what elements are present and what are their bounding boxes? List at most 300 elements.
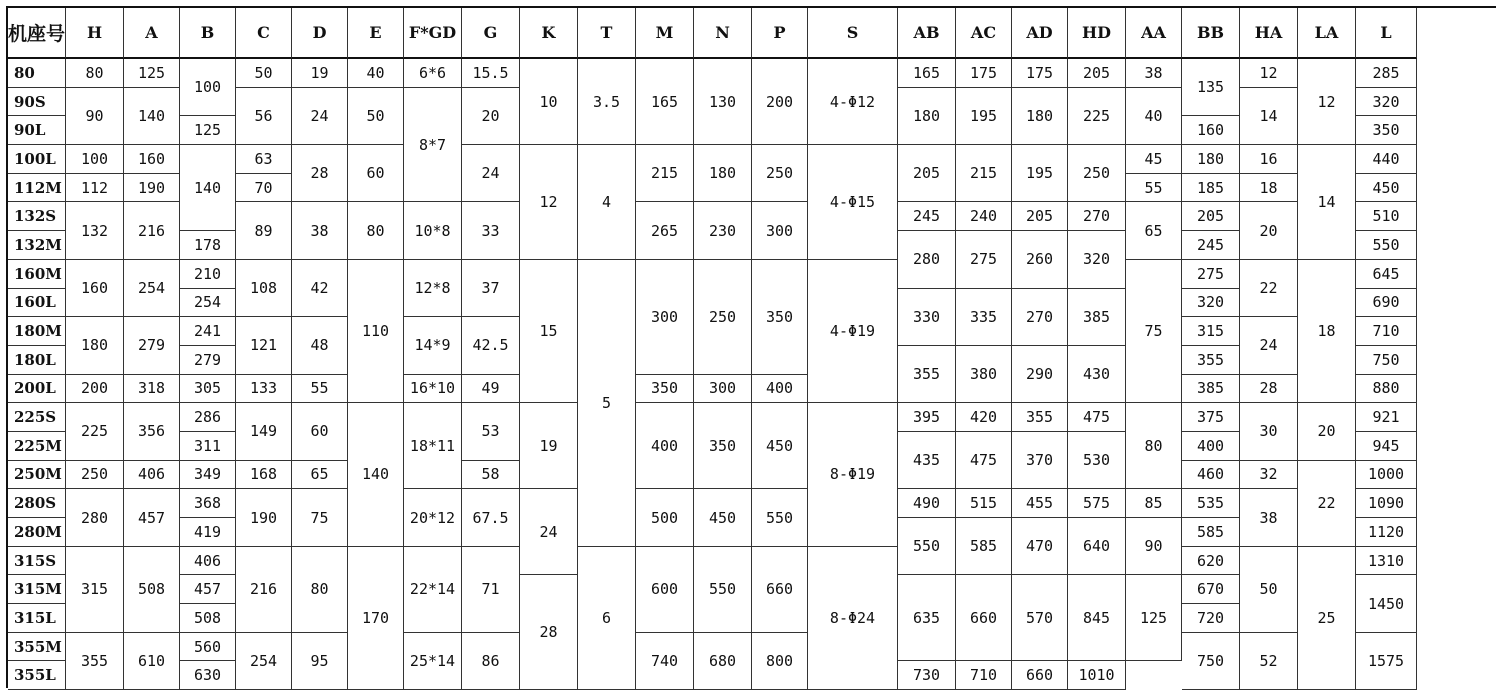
value-cell: 12*8 (404, 260, 462, 317)
value-cell: 4-Φ15 (808, 145, 898, 260)
value-cell: 254 (124, 260, 180, 317)
value-cell: 18 (1298, 260, 1356, 403)
value-cell: 300 (752, 202, 808, 259)
value-cell: 300 (636, 260, 694, 375)
value-cell: 10*8 (404, 202, 462, 259)
value-cell: 45 (1126, 145, 1182, 174)
value-cell: 660 (956, 575, 1012, 661)
value-cell: 475 (1068, 403, 1126, 432)
frame-size-cell: 355M (8, 633, 66, 662)
value-cell: 845 (1068, 575, 1126, 661)
value-cell: 180 (66, 317, 124, 374)
value-cell: 710 (956, 661, 1012, 690)
value-cell: 515 (956, 489, 1012, 518)
header-cell: LA (1298, 8, 1356, 59)
value-cell: 740 (636, 633, 694, 690)
value-cell: 12 (1298, 59, 1356, 145)
value-cell: 165 (898, 59, 956, 88)
value-cell: 160 (1182, 116, 1240, 145)
frame-size-cell: 160L (8, 289, 66, 318)
value-cell: 3.5 (578, 59, 636, 145)
value-cell: 1310 (1356, 547, 1417, 576)
frame-size-cell: 225M (8, 432, 66, 461)
value-cell: 49 (462, 375, 520, 404)
value-cell: 450 (752, 403, 808, 489)
value-cell: 400 (1182, 432, 1240, 461)
value-cell: 15 (520, 260, 578, 403)
value-cell: 419 (180, 518, 236, 547)
value-cell: 20 (1240, 202, 1298, 259)
value-cell: 349 (180, 461, 236, 490)
value-cell: 71 (462, 547, 520, 633)
value-cell: 200 (66, 375, 124, 404)
value-cell: 14 (1240, 88, 1298, 145)
value-cell: 100 (180, 59, 236, 116)
value-cell: 55 (1126, 174, 1182, 203)
value-cell: 180 (898, 88, 956, 145)
frame-size-cell: 280M (8, 518, 66, 547)
value-cell: 38 (1240, 489, 1298, 546)
value-cell: 318 (124, 375, 180, 404)
value-cell: 457 (180, 575, 236, 604)
value-cell: 28 (520, 575, 578, 690)
value-cell: 490 (898, 489, 956, 518)
value-cell: 14 (1298, 145, 1356, 260)
frame-size-cell: 315M (8, 575, 66, 604)
value-cell: 38 (292, 202, 348, 259)
value-cell: 225 (66, 403, 124, 460)
value-cell: 112 (66, 174, 124, 203)
value-cell: 455 (1012, 489, 1068, 518)
value-cell: 175 (956, 59, 1012, 88)
value-cell: 15.5 (462, 59, 520, 88)
value-cell: 6*6 (404, 59, 462, 88)
value-cell: 42.5 (462, 317, 520, 374)
value-cell: 585 (956, 518, 1012, 575)
value-cell: 356 (124, 403, 180, 460)
frame-size-cell: 315S (8, 547, 66, 576)
value-cell: 215 (956, 145, 1012, 202)
value-cell: 170 (348, 547, 404, 690)
value-cell: 4-Φ19 (808, 260, 898, 403)
header-cell: AD (1012, 8, 1068, 59)
value-cell: 12 (1240, 59, 1298, 88)
header-cell: N (694, 8, 752, 59)
value-cell: 135 (1182, 59, 1240, 116)
frame-size-cell: 180M (8, 317, 66, 346)
value-cell: 22*14 (404, 547, 462, 633)
value-cell: 180 (694, 145, 752, 202)
value-cell: 6 (578, 547, 636, 690)
value-cell: 53 (462, 403, 520, 460)
value-cell: 290 (1012, 346, 1068, 403)
value-cell: 265 (636, 202, 694, 259)
value-cell: 180 (1012, 88, 1068, 145)
value-cell: 28 (1240, 375, 1298, 404)
value-cell: 10 (520, 59, 578, 145)
value-cell: 24 (462, 145, 520, 202)
value-cell: 30 (1240, 403, 1298, 460)
value-cell: 24 (292, 88, 348, 145)
value-cell: 16 (1240, 145, 1298, 174)
value-cell: 355 (1182, 346, 1240, 375)
header-cell: HD (1068, 8, 1126, 59)
value-cell: 14*9 (404, 317, 462, 374)
value-cell: 457 (124, 489, 180, 546)
value-cell: 400 (636, 403, 694, 489)
frame-size-cell: 112M (8, 174, 66, 203)
value-cell: 63 (236, 145, 292, 174)
value-cell: 260 (1012, 231, 1068, 288)
value-cell: 508 (124, 547, 180, 633)
value-cell: 275 (956, 231, 1012, 288)
value-cell: 58 (462, 461, 520, 490)
value-cell: 750 (1356, 346, 1417, 375)
value-cell: 90 (1126, 518, 1182, 575)
value-cell: 254 (180, 289, 236, 318)
value-cell: 40 (1126, 88, 1182, 145)
frame-size-cell: 200L (8, 375, 66, 404)
value-cell: 945 (1356, 432, 1417, 461)
header-cell: C (236, 8, 292, 59)
value-cell: 645 (1356, 260, 1417, 289)
header-cell: K (520, 8, 578, 59)
value-cell: 406 (124, 461, 180, 490)
value-cell: 550 (898, 518, 956, 575)
value-cell: 37 (462, 260, 520, 317)
header-cell: AC (956, 8, 1012, 59)
value-cell: 70 (236, 174, 292, 203)
value-cell: 385 (1068, 289, 1126, 346)
header-cell: 机座号 (8, 8, 66, 59)
header-cell: M (636, 8, 694, 59)
value-cell: 125 (124, 59, 180, 88)
value-cell: 215 (636, 145, 694, 202)
value-cell: 690 (1356, 289, 1417, 318)
value-cell: 230 (694, 202, 752, 259)
value-cell: 1000 (1356, 461, 1417, 490)
value-cell: 56 (236, 88, 292, 145)
value-cell: 165 (636, 59, 694, 145)
value-cell: 475 (956, 432, 1012, 489)
value-cell: 254 (236, 633, 292, 690)
header-cell: B (180, 8, 236, 59)
value-cell: 80 (348, 202, 404, 259)
value-cell: 680 (694, 633, 752, 690)
value-cell: 210 (180, 260, 236, 289)
value-cell: 25 (1298, 547, 1356, 690)
value-cell: 160 (66, 260, 124, 317)
value-cell: 400 (752, 375, 808, 404)
value-cell: 355 (1012, 403, 1068, 432)
value-cell: 86 (462, 633, 520, 690)
frame-size-cell: 180L (8, 346, 66, 375)
value-cell: 550 (1356, 231, 1417, 260)
header-cell: T (578, 8, 636, 59)
value-cell: 585 (1182, 518, 1240, 547)
value-cell: 32 (1240, 461, 1298, 490)
value-cell: 20 (1298, 403, 1356, 460)
header-cell: G (462, 8, 520, 59)
value-cell: 18 (1240, 174, 1298, 203)
value-cell: 89 (236, 202, 292, 259)
header-cell: HA (1240, 8, 1298, 59)
value-cell: 50 (236, 59, 292, 88)
value-cell: 1120 (1356, 518, 1417, 547)
value-cell: 19 (292, 59, 348, 88)
value-cell: 245 (898, 202, 956, 231)
value-cell: 430 (1068, 346, 1126, 403)
value-cell: 350 (694, 403, 752, 489)
value-cell: 52 (1240, 633, 1298, 690)
value-cell: 80 (292, 547, 348, 633)
value-cell: 300 (694, 375, 752, 404)
value-cell: 395 (898, 403, 956, 432)
frame-size-cell: 132S (8, 202, 66, 231)
dimension-table (6, 6, 1496, 688)
value-cell: 175 (1012, 59, 1068, 88)
value-cell: 185 (1182, 174, 1240, 203)
value-cell: 286 (180, 403, 236, 432)
frame-size-cell: 132M (8, 231, 66, 260)
value-cell: 500 (636, 489, 694, 546)
header-cell: AA (1126, 8, 1182, 59)
value-cell: 38 (1126, 59, 1182, 88)
value-cell: 279 (180, 346, 236, 375)
value-cell: 75 (292, 489, 348, 546)
value-cell: 125 (1126, 575, 1182, 661)
value-cell: 640 (1068, 518, 1126, 575)
value-cell: 320 (1356, 88, 1417, 117)
value-cell: 508 (180, 604, 236, 633)
value-cell: 216 (236, 547, 292, 633)
value-cell: 440 (1356, 145, 1417, 174)
value-cell: 370 (1012, 432, 1068, 489)
value-cell: 205 (898, 145, 956, 202)
value-cell: 205 (1068, 59, 1126, 88)
value-cell: 570 (1012, 575, 1068, 661)
frame-size-cell: 315L (8, 604, 66, 633)
header-cell: E (348, 8, 404, 59)
value-cell: 250 (66, 461, 124, 490)
value-cell: 600 (636, 547, 694, 633)
value-cell: 160 (124, 145, 180, 174)
value-cell: 149 (236, 403, 292, 460)
value-cell: 355 (898, 346, 956, 403)
value-cell: 110 (348, 260, 404, 403)
value-cell: 460 (1182, 461, 1240, 490)
value-cell: 60 (292, 403, 348, 460)
value-cell: 65 (292, 461, 348, 490)
value-cell: 40 (348, 59, 404, 88)
value-cell: 25*14 (404, 633, 462, 690)
value-cell: 18*11 (404, 403, 462, 489)
value-cell: 8-Φ19 (808, 403, 898, 546)
value-cell: 140 (180, 145, 236, 231)
value-cell: 720 (1182, 604, 1240, 633)
value-cell: 140 (124, 88, 180, 145)
value-cell: 180 (1182, 145, 1240, 174)
value-cell: 1450 (1356, 575, 1417, 632)
value-cell: 350 (636, 375, 694, 404)
value-cell: 635 (898, 575, 956, 661)
value-cell: 311 (180, 432, 236, 461)
value-cell: 60 (348, 145, 404, 202)
frame-size-cell: 250M (8, 461, 66, 490)
value-cell: 320 (1182, 289, 1240, 318)
value-cell: 67.5 (462, 489, 520, 546)
value-cell: 550 (752, 489, 808, 546)
value-cell: 921 (1356, 403, 1417, 432)
value-cell: 330 (898, 289, 956, 346)
value-cell: 85 (1126, 489, 1182, 518)
value-cell: 315 (1182, 317, 1240, 346)
header-cell: S (808, 8, 898, 59)
value-cell: 420 (956, 403, 1012, 432)
value-cell: 28 (292, 145, 348, 202)
frame-size-cell: 280S (8, 489, 66, 518)
value-cell: 320 (1068, 231, 1126, 288)
value-cell: 250 (752, 145, 808, 202)
value-cell: 355 (66, 633, 124, 690)
value-cell: 575 (1068, 489, 1126, 518)
value-cell: 406 (180, 547, 236, 576)
header-cell: F*GD (404, 8, 462, 59)
value-cell: 90 (66, 88, 124, 145)
value-cell: 670 (1182, 575, 1240, 604)
value-cell: 315 (66, 547, 124, 633)
value-cell: 200 (752, 59, 808, 145)
value-cell: 133 (236, 375, 292, 404)
value-cell: 8*7 (404, 88, 462, 203)
value-cell: 20 (462, 88, 520, 145)
value-cell: 510 (1356, 202, 1417, 231)
value-cell: 1010 (1068, 661, 1126, 690)
value-cell: 880 (1356, 375, 1417, 404)
value-cell: 33 (462, 202, 520, 259)
value-cell: 20*12 (404, 489, 462, 546)
value-cell: 285 (1356, 59, 1417, 88)
value-cell: 178 (180, 231, 236, 260)
frame-size-cell: 355L (8, 661, 66, 690)
value-cell: 168 (236, 461, 292, 490)
value-cell: 710 (1356, 317, 1417, 346)
value-cell: 279 (124, 317, 180, 374)
value-cell: 130 (694, 59, 752, 145)
value-cell: 435 (898, 432, 956, 489)
value-cell: 368 (180, 489, 236, 518)
value-cell: 50 (1240, 547, 1298, 633)
value-cell: 4-Φ12 (808, 59, 898, 145)
value-cell: 240 (956, 202, 1012, 231)
value-cell: 560 (180, 633, 236, 662)
value-cell: 550 (694, 547, 752, 633)
value-cell: 75 (1126, 260, 1182, 403)
value-cell: 335 (956, 289, 1012, 346)
value-cell: 50 (348, 88, 404, 145)
value-cell: 12 (520, 145, 578, 260)
header-cell: P (752, 8, 808, 59)
value-cell: 730 (898, 661, 956, 690)
header-cell: BB (1182, 8, 1240, 59)
value-cell: 216 (124, 202, 180, 259)
value-cell: 108 (236, 260, 292, 317)
value-cell: 195 (956, 88, 1012, 145)
value-cell: 190 (124, 174, 180, 203)
value-cell: 610 (124, 633, 180, 690)
value-cell: 125 (180, 116, 236, 145)
value-cell: 470 (1012, 518, 1068, 575)
value-cell: 630 (180, 661, 236, 690)
value-cell: 535 (1182, 489, 1240, 518)
value-cell: 250 (694, 260, 752, 375)
value-cell: 19 (520, 403, 578, 489)
value-cell: 121 (236, 317, 292, 374)
value-cell: 132 (66, 202, 124, 259)
value-cell: 275 (1182, 260, 1240, 289)
value-cell: 450 (694, 489, 752, 546)
value-cell: 65 (1126, 202, 1182, 259)
value-cell: 22 (1240, 260, 1298, 317)
value-cell: 750 (1182, 633, 1240, 690)
value-cell: 800 (752, 633, 808, 690)
header-cell: H (66, 8, 124, 59)
value-cell: 280 (898, 231, 956, 288)
frame-size-cell: 100L (8, 145, 66, 174)
header-cell: A (124, 8, 180, 59)
value-cell: 1090 (1356, 489, 1417, 518)
value-cell: 250 (1068, 145, 1126, 202)
frame-size-cell: 160M (8, 260, 66, 289)
value-cell: 24 (1240, 317, 1298, 374)
value-cell: 16*10 (404, 375, 462, 404)
frame-size-cell: 90S (8, 88, 66, 117)
value-cell: 270 (1068, 202, 1126, 231)
frame-size-cell: 90L (8, 116, 66, 145)
value-cell: 450 (1356, 174, 1417, 203)
value-cell: 5 (578, 260, 636, 547)
value-cell: 95 (292, 633, 348, 690)
value-cell: 8-Φ24 (808, 547, 898, 690)
value-cell: 48 (292, 317, 348, 374)
value-cell: 195 (1012, 145, 1068, 202)
header-cell: L (1356, 8, 1417, 59)
value-cell: 205 (1012, 202, 1068, 231)
value-cell: 22 (1298, 461, 1356, 547)
value-cell: 530 (1068, 432, 1126, 489)
value-cell: 620 (1182, 547, 1240, 576)
value-cell: 55 (292, 375, 348, 404)
value-cell: 1575 (1356, 633, 1417, 690)
value-cell: 205 (1182, 202, 1240, 231)
value-cell: 270 (1012, 289, 1068, 346)
value-cell: 385 (1182, 375, 1240, 404)
value-cell: 140 (348, 403, 404, 546)
value-cell: 241 (180, 317, 236, 346)
value-cell: 350 (1356, 116, 1417, 145)
value-cell: 225 (1068, 88, 1126, 145)
value-cell: 280 (66, 489, 124, 546)
value-cell: 100 (66, 145, 124, 174)
value-cell: 350 (752, 260, 808, 375)
value-cell: 245 (1182, 231, 1240, 260)
header-cell: D (292, 8, 348, 59)
frame-size-cell: 225S (8, 403, 66, 432)
value-cell: 380 (956, 346, 1012, 403)
value-cell: 80 (66, 59, 124, 88)
value-cell: 660 (752, 547, 808, 633)
value-cell: 80 (1126, 403, 1182, 489)
